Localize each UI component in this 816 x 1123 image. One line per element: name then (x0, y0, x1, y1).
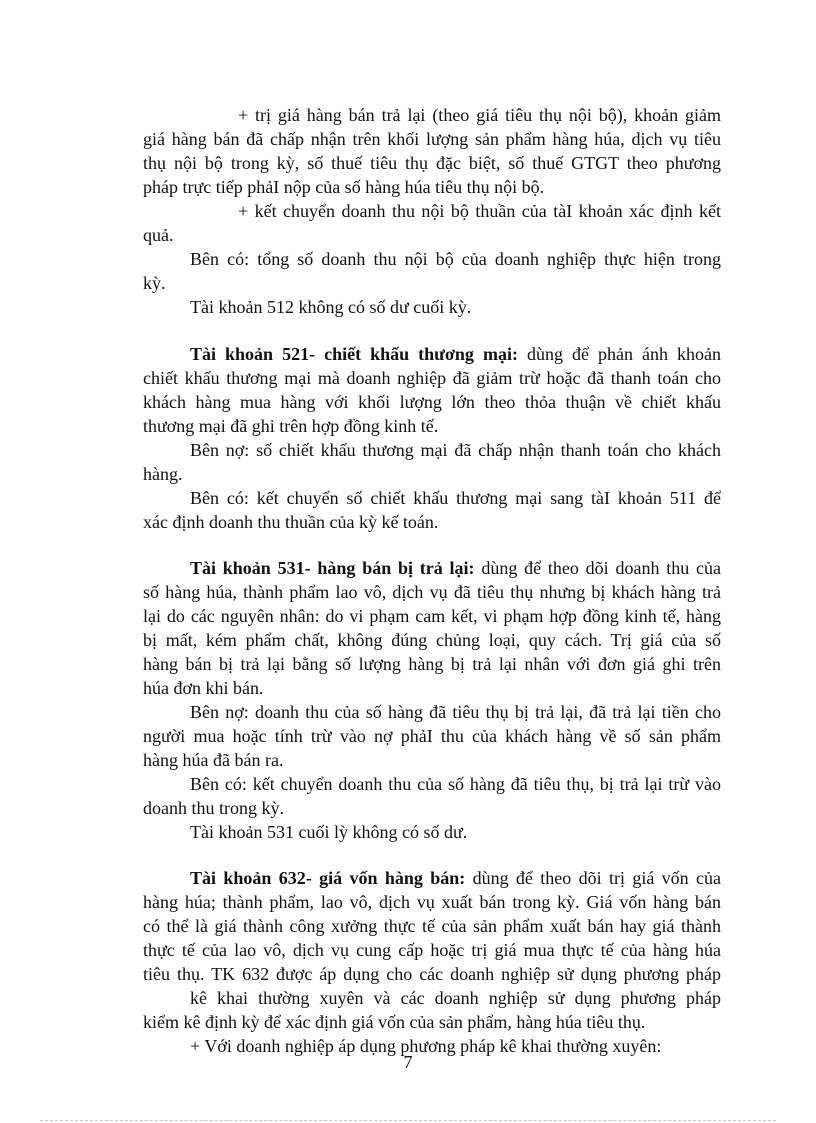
text-line: người mua hoặc tính trừ vào nợ phảI thu của khách hàng về số sản phẩm (143, 726, 721, 746)
text-run: dùng để phản ánh khoản (517, 344, 721, 364)
page-number: 7 (403, 1052, 413, 1072)
text-line: tiêu thụ. TK 632 được áp dụng cho các doanh nghiệp sử dụng phương pháp (143, 964, 721, 984)
page-bottom-divider (40, 1120, 776, 1121)
text-line: lại do các nguyên nhân: do vi phạm cam kết, vi phạm hợp đồng kinh tế, hàng (143, 606, 721, 626)
section-heading-line (190, 342, 721, 366)
account-heading: Tài khoản 531- hàng bán bị trả lại: (190, 558, 475, 578)
text-line: bị mất, kém phẩm chất, không đúng chủng loại, quy cách. Trị giá của số (143, 630, 721, 650)
text-line: kê khai thường xuyên và các doanh nghiệp sử dụng phương pháp (190, 988, 721, 1008)
text-line: thực tế của lao vô, dịch vụ cung cấp hoặc trị giá mua thực tế của hàng húa (143, 940, 721, 960)
text-line: Tài khoản 512 không có số dư cuối kỳ. (190, 297, 472, 317)
text-line: + kết chuyển doanh thu nội bộ thuần của tàI khoản xác định kết (238, 201, 721, 221)
text-line: doanh thu trong kỳ. (143, 798, 284, 818)
text-line: Tài khoản 531 cuối lỳ không có số dư. (190, 822, 468, 842)
text-line: thương mại đã ghi trên hợp đồng kinh tế. (143, 416, 439, 436)
text-line: Bên có: tổng số doanh thu nội bộ của doanh nghiệp thực hiện trong (190, 249, 721, 269)
text-line: Bên nợ: doanh thu của số hàng đã tiêu thụ bị trả lại, đã trả lại tiền cho (190, 702, 721, 722)
text-line: xác định doanh thu thuần của kỳ kế toán. (143, 512, 439, 532)
account-heading: Tài khoản 632- giá vốn hàng bán: (190, 868, 466, 888)
text-line: giá hàng bán đã chấp nhận trên khối lượng sản phẩm hàng húa, dịch vụ tiêu (143, 129, 721, 149)
text-line: khách hàng mua hàng với khối lượng lớn theo thỏa thuận về chiết khấu (143, 392, 721, 412)
text-line: quả. (143, 225, 174, 245)
text-line: hàng húa đã bán ra. (143, 750, 284, 770)
text-line: hàng bán bị trả lại bằng số lượng hàng bị trả lại nhân với đơn giá ghi trên (143, 654, 721, 674)
text-line: + Với doanh nghiệp áp dụng phương pháp kê khai thường xuyên: (190, 1036, 662, 1056)
text-line: thụ nội bộ trong kỳ, số thuế tiêu thụ đặc biệt, số thuế GTGT theo phương (143, 153, 721, 173)
text-run: dùng để theo dõi trị giá vốn của (465, 868, 721, 888)
text-run: dùng để theo dõi doanh thu của (474, 558, 721, 578)
text-line: hàng húa; thành phẩm, lao vô, dịch vụ xuất bán trong kỳ. Giá vốn hàng bán (143, 892, 721, 912)
section-heading-line (190, 556, 721, 580)
text-line: kỳ. (143, 273, 166, 293)
text-line: Bên có: kết chuyển số chiết khấu thương mại sang tàI khoản 511 để (190, 488, 721, 508)
text-line: Bên có: kết chuyển doanh thu của số hàng đã tiêu thụ, bị trả lại trừ vào (190, 774, 721, 794)
section-heading-line (190, 866, 721, 890)
text-line: có thể là giá thành công xưởng thực tế của sản phẩm xuất bán hay giá thành (143, 916, 721, 936)
text-line: số hàng húa, thành phẩm lao vô, dịch vụ đã tiêu thụ nhưng bị khách hàng trả (143, 582, 721, 602)
text-line: chiết khấu thương mại mà doanh nghiệp đã giảm trừ hoặc đã thanh toán cho (143, 368, 721, 388)
text-line: pháp trực tiếp phảI nộp của số hàng húa tiêu thụ nội bộ. (143, 177, 545, 197)
account-heading: Tài khoản 521- chiết khấu thương mại: (190, 344, 518, 364)
text-line: kiểm kê định kỳ để xác định giá vốn của sản phẩm, hàng húa tiêu thụ. (143, 1012, 646, 1032)
text-line: Bên nợ: số chiết khấu thương mại đã chấp nhận thanh toán cho khách (190, 440, 721, 460)
text-line: + trị giá hàng bán trả lại (theo giá tiêu thụ nội bộ), khoản giảm (238, 105, 721, 125)
text-line: hàng. (143, 464, 183, 484)
text-line: húa đơn khi bán. (143, 678, 264, 698)
